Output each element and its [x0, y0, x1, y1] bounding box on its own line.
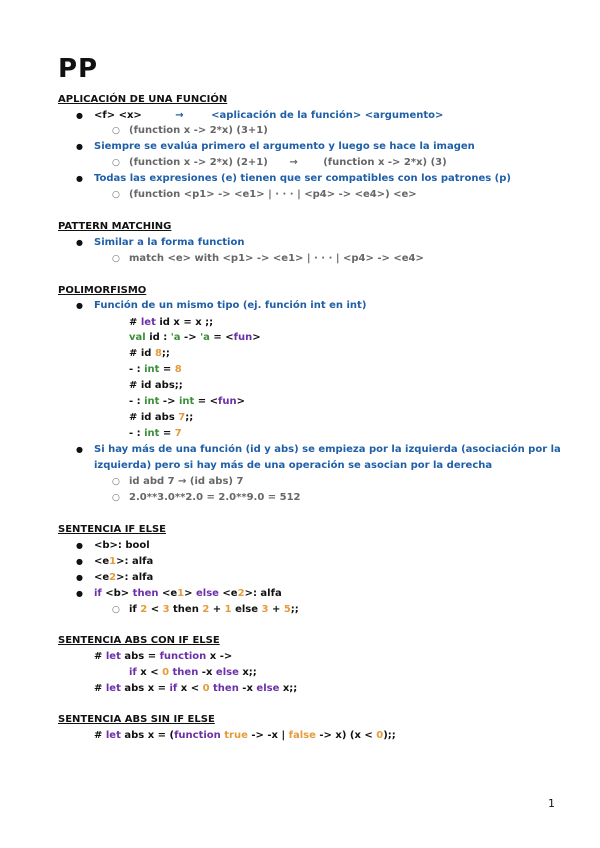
code-token: >: [184, 588, 196, 599]
code-token: x;;: [279, 683, 298, 694]
code-token: #: [94, 651, 106, 662]
code-line: [129, 427, 182, 441]
code-token: ->: [159, 396, 179, 407]
code-token: <e: [94, 572, 110, 583]
code-token: int: [144, 364, 160, 375]
code-token: - :: [129, 396, 145, 407]
code-token: - :: [129, 364, 145, 375]
code-token: >: [252, 332, 261, 343]
list-item: ● Similar a la forma function: [94, 236, 244, 250]
code-token: 2: [140, 604, 148, 615]
code-token: # id abs: [129, 412, 179, 423]
code-token: -> -x |: [247, 730, 289, 741]
list-item: ● Función de un mismo tipo (ej. función int en int): [94, 299, 366, 313]
code-token: 1: [224, 604, 232, 615]
list-item: [94, 587, 282, 601]
bullet-text: <f> <x>: [94, 110, 142, 121]
list-item: ● <b>: bool: [94, 539, 150, 553]
code-token: int: [144, 396, 160, 407]
code-token: >: alfa: [244, 588, 282, 599]
code-token: ->: [180, 332, 201, 343]
code-token: function: [174, 730, 221, 741]
code-token: 7: [178, 412, 186, 423]
code-token: if: [94, 588, 102, 599]
code-token: let: [105, 730, 121, 741]
code-line: [94, 729, 396, 743]
code-token: fun: [218, 396, 237, 407]
code-token: -x: [238, 683, 257, 694]
code-line: [129, 666, 257, 680]
code-token: if: [169, 683, 178, 694]
sub-text: (function x -> 2*x) (3): [323, 157, 447, 168]
code-token: fun: [233, 332, 253, 343]
code-token: <e: [218, 588, 238, 599]
sub-list-item: [129, 603, 299, 617]
code-token: then: [132, 588, 159, 599]
code-token: int: [144, 428, 160, 439]
code-token: if: [129, 667, 137, 678]
code-token: false: [288, 730, 316, 741]
sub-text: (function x -> 2*x) (2+1): [129, 157, 268, 168]
code-token: 7: [174, 428, 182, 439]
code-token: else: [215, 667, 239, 678]
code-token: function: [159, 651, 207, 662]
code-token: 8: [174, 364, 182, 375]
code-line: [94, 682, 297, 696]
arrow-glyph: →: [175, 110, 184, 121]
sub-list-item: ○ 2.0**3.0**2.0 = 2.0**9.0 = 512: [129, 491, 301, 505]
code-token: 2: [109, 572, 117, 583]
code-token: 2: [237, 588, 245, 599]
code-token: 8: [154, 348, 162, 359]
sub-list-item: ○ (function x -> 2*x) (3+1): [129, 124, 268, 138]
arrow-glyph: →: [289, 157, 298, 168]
list-item: ● Siempre se evalúa primero el argumento y luego se hace la imagen: [94, 140, 475, 154]
code-line: [129, 411, 193, 425]
code-token: # id: [129, 348, 155, 359]
code-token: <b>: [101, 588, 133, 599]
code-token: 3: [261, 604, 269, 615]
code-token: = <: [194, 396, 219, 407]
code-token: <e: [158, 588, 178, 599]
code-token: abs x =: [120, 683, 170, 694]
code-token: +: [268, 604, 284, 615]
code-token: x <: [136, 667, 163, 678]
section-header-pattern: PATTERN MATCHING: [58, 221, 172, 232]
code-token: >: [236, 396, 245, 407]
list-item: ● Si hay más de una función (id y abs) se empieza por la izquierda (asociación por la: [94, 443, 561, 457]
code-token: - :: [129, 428, 145, 439]
code-token: val: [129, 332, 146, 343]
code-token: =: [159, 364, 175, 375]
code-token: else: [195, 588, 219, 599]
code-token: 0: [202, 683, 210, 694]
bullet-text-tail: <aplicación de la función> <argumento>: [211, 110, 444, 121]
code-token: ;;: [290, 604, 299, 615]
code-token: ;;: [185, 412, 194, 423]
code-token: 1: [177, 588, 185, 599]
code-token: id :: [149, 332, 171, 343]
code-token: <e: [94, 556, 110, 567]
code-token: 3: [162, 604, 170, 615]
code-token: abs =: [120, 651, 160, 662]
code-token: #: [94, 730, 106, 741]
section-header-abs-con-if: SENTENCIA ABS CON IF ELSE: [58, 635, 220, 646]
code-token: then: [169, 604, 203, 615]
code-line: # id abs;;: [129, 380, 183, 391]
code-token: if: [129, 604, 141, 615]
code-token: 0: [162, 667, 170, 678]
code-line: [94, 650, 232, 664]
code-token: +: [209, 604, 225, 615]
section-header-abs-sin-if: SENTENCIA ABS SIN IF ELSE: [58, 714, 215, 725]
code-token: x ->: [206, 651, 233, 662]
list-item-continuation: izquierda) pero si hay más de una operación se asocian por la derecha: [94, 460, 493, 471]
list-item: [94, 109, 443, 123]
code-line: [129, 316, 213, 330]
code-token: else: [256, 683, 280, 694]
sub-list-item: ○ (function <p1> -> <e1> | · · · | <p4> -> <e4>) <e>: [129, 188, 417, 202]
code-token: x <: [177, 683, 203, 694]
code-token: let: [105, 651, 121, 662]
code-token: #: [94, 683, 106, 694]
code-token: 1: [109, 556, 117, 567]
code-token: ;;: [161, 348, 170, 359]
code-line: [129, 347, 170, 361]
section-header-if-else: SENTENCIA IF ELSE: [58, 524, 166, 535]
code-token: int: [178, 396, 195, 407]
sub-list-item: [129, 156, 447, 170]
section-header-polimorfismo: POLIMORFISMO: [58, 285, 147, 296]
code-token: >: alfa: [116, 556, 154, 567]
page-title: PP: [58, 54, 99, 84]
code-line: [129, 395, 245, 409]
code-token: 0: [376, 730, 384, 741]
code-token: #: [129, 317, 138, 328]
code-token: else: [231, 604, 262, 615]
page-number: 1: [548, 797, 555, 810]
code-token: );;: [383, 730, 396, 741]
code-line: [129, 331, 261, 345]
code-token: then: [169, 667, 199, 678]
code-token: let: [140, 317, 156, 328]
sub-list-item: ○ id abd 7 → (id abs) 7: [129, 475, 243, 489]
code-token: = <: [209, 332, 234, 343]
section-header-aplicacion: APLICACIÓN DE UNA FUNCIÓN: [58, 94, 228, 105]
list-item: [94, 571, 153, 585]
list-item: ● Todas las expresiones (e) tienen que ser compatibles con los patrones (p): [94, 172, 511, 186]
list-item: [94, 555, 153, 569]
code-token: 2: [202, 604, 210, 615]
code-token: let: [105, 683, 121, 694]
code-token: 'a: [170, 332, 181, 343]
code-token: >: alfa: [116, 572, 154, 583]
code-token: x;;: [238, 667, 257, 678]
code-token: <: [147, 604, 163, 615]
code-token: -> x) (x <: [315, 730, 377, 741]
code-token: true: [220, 730, 248, 741]
code-token: then: [209, 683, 239, 694]
code-token: 'a: [200, 332, 210, 343]
sub-list-item: ○ match <e> with <p1> -> <e1> | · · · | <p4> -> <e4>: [129, 252, 424, 266]
code-token: id x = x ;;: [159, 317, 214, 328]
code-token: abs x = (: [120, 730, 175, 741]
code-line: [129, 363, 182, 377]
code-token: =: [159, 428, 175, 439]
code-token: -x: [198, 667, 216, 678]
code-token: 5: [283, 604, 291, 615]
